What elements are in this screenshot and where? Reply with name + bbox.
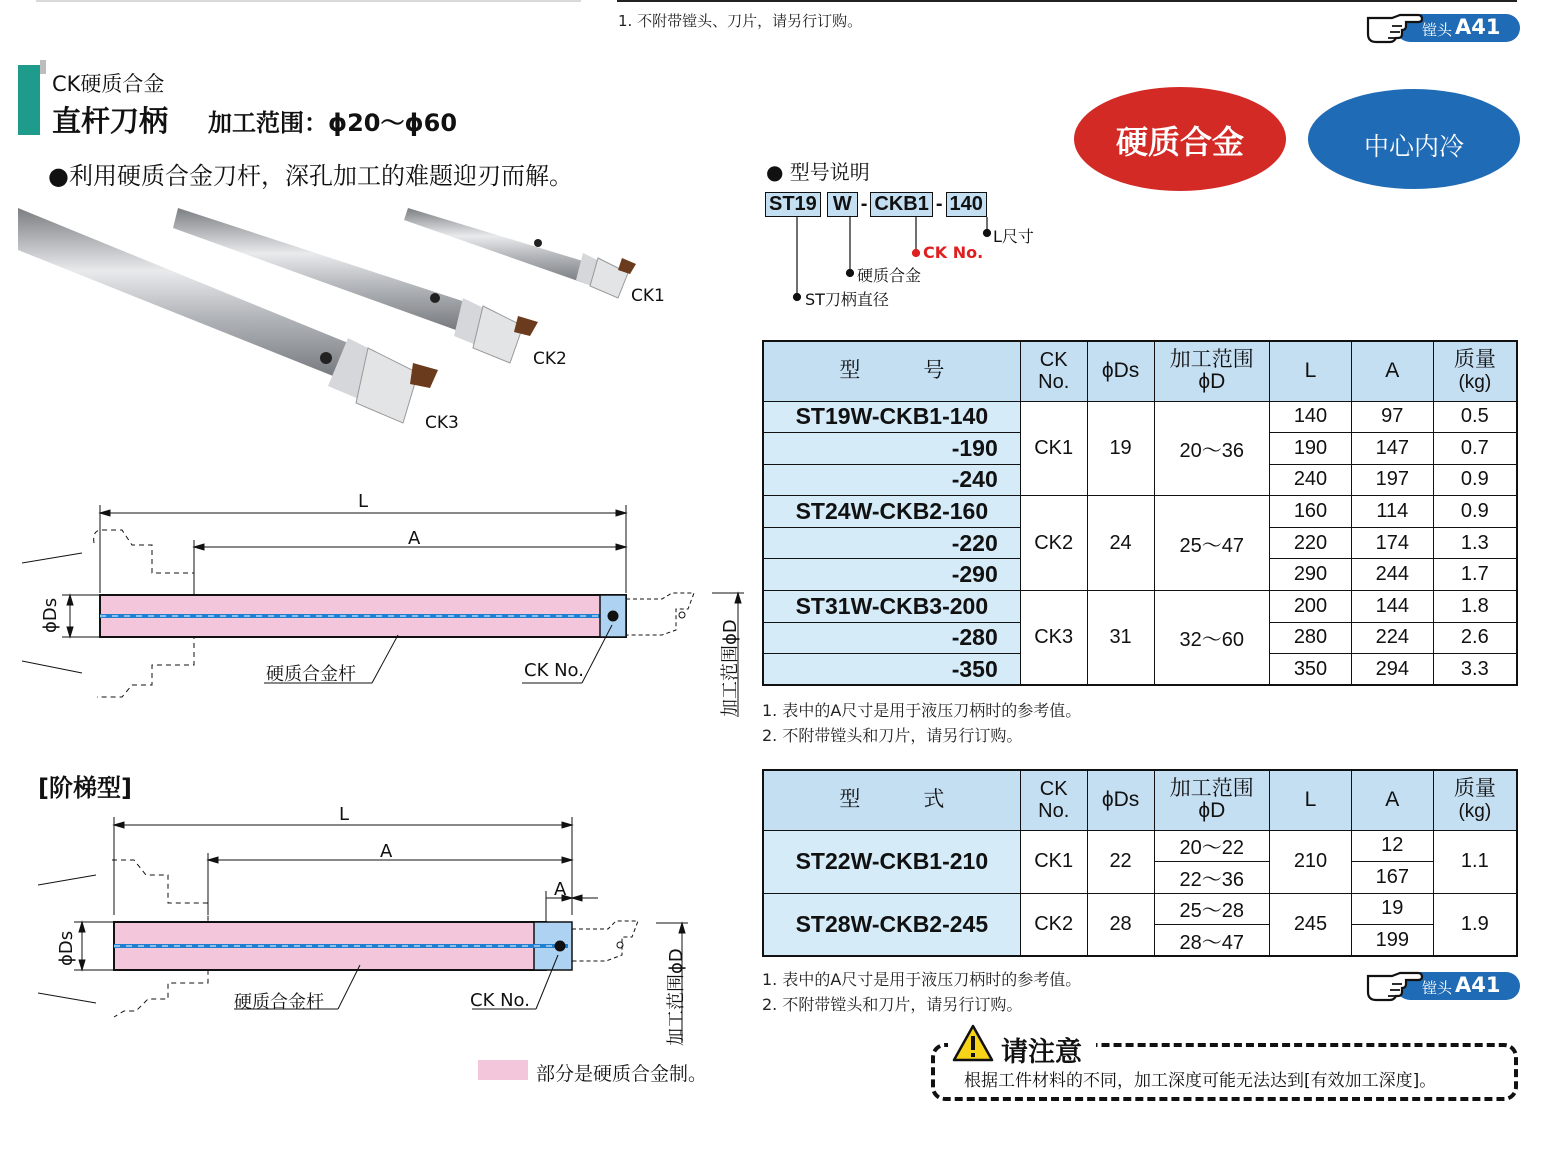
cell-ds: 31 bbox=[1087, 591, 1154, 686]
label-shank-straight: 硬质合金杆 bbox=[266, 664, 356, 685]
title-accent-bar bbox=[18, 65, 40, 135]
dim-L-straight: L bbox=[358, 491, 369, 512]
product-photo bbox=[18, 198, 678, 438]
pointing-hand-icon bbox=[1366, 12, 1426, 44]
cell-model: ST22W-CKB1-210 bbox=[763, 830, 1020, 893]
cell-ck: CK2 bbox=[1020, 893, 1087, 956]
cell-ck: CK2 bbox=[1020, 496, 1087, 591]
cell-kg: 1.8 bbox=[1433, 591, 1517, 623]
cell-range: 25～47 bbox=[1154, 496, 1270, 591]
ref-code: A41 bbox=[1455, 973, 1501, 997]
cell-A: 97 bbox=[1351, 401, 1433, 433]
cell-range: 20～22 bbox=[1154, 830, 1270, 862]
pointing-hand-icon bbox=[1366, 970, 1426, 1002]
cell-kg: 0.9 bbox=[1433, 496, 1517, 528]
legend-carbide: 硬质合金 bbox=[857, 266, 922, 285]
cell-model: -290 bbox=[763, 559, 1020, 591]
cell-L: 160 bbox=[1270, 496, 1352, 528]
label-ck-step: CK No. bbox=[470, 990, 530, 1011]
cell-L: 245 bbox=[1270, 893, 1352, 956]
cell-model: -220 bbox=[763, 527, 1020, 559]
carbide-legend-swatch bbox=[478, 1060, 528, 1080]
table-row bbox=[763, 830, 1517, 862]
legend-shank-dia: ST刀柄直径 bbox=[805, 290, 889, 309]
cell-L: 220 bbox=[1270, 527, 1352, 559]
cell-A: 147 bbox=[1351, 433, 1433, 465]
ref-badge-bottom[interactable] bbox=[1366, 970, 1520, 1000]
cell-kg: 0.7 bbox=[1433, 433, 1517, 465]
cell-model: -240 bbox=[763, 464, 1020, 496]
th2-A: A bbox=[1351, 770, 1433, 830]
table2-note-2: 2. 不附带镗头和刀片，请另行订购。 bbox=[762, 995, 1023, 1014]
series-name: CK硬质合金 bbox=[52, 72, 165, 96]
cell-model: -350 bbox=[763, 654, 1020, 686]
range-title: 加工范围：ϕ20～ϕ60 bbox=[208, 109, 458, 137]
dim-A-straight: A bbox=[408, 528, 421, 549]
cell-ck: CK3 bbox=[1020, 591, 1087, 686]
caution-text: 根据工件材料的不同，加工深度可能无法达到[有效加工深度]。 bbox=[964, 1071, 1437, 1091]
model-code-heading: ● 型号说明 bbox=[766, 160, 870, 184]
label-shank-step: 硬质合金杆 bbox=[234, 992, 324, 1013]
cell-ck: CK1 bbox=[1020, 401, 1087, 496]
table2-note-1: 1. 表中的A尺寸是用于液压刀柄时的参考值。 bbox=[762, 970, 1082, 989]
cell-kg: 1.3 bbox=[1433, 527, 1517, 559]
th-L: L bbox=[1270, 341, 1352, 401]
cell-A: 174 bbox=[1351, 527, 1433, 559]
page-title: 直杆刀柄 bbox=[52, 104, 169, 138]
cell-ds: 19 bbox=[1087, 401, 1154, 496]
cell-L: 280 bbox=[1270, 622, 1352, 654]
cell-kg: 1.9 bbox=[1433, 893, 1517, 956]
cell-L: 140 bbox=[1270, 401, 1352, 433]
cell-model: ST19W-CKB1-140 bbox=[763, 401, 1020, 433]
code-sep-1: - bbox=[860, 192, 868, 215]
table-row bbox=[763, 893, 1517, 925]
cell-L: 350 bbox=[1270, 654, 1352, 686]
dim-phiD-straight: 加工范围ϕD bbox=[720, 619, 741, 717]
ref-code: A41 bbox=[1455, 15, 1501, 39]
cell-range: 25～28 bbox=[1154, 893, 1270, 925]
cell-model: ST28W-CKB2-245 bbox=[763, 893, 1020, 956]
bar-ck1 bbox=[404, 208, 636, 298]
ref-badge-top[interactable] bbox=[1366, 12, 1520, 42]
dim-L-step: L bbox=[339, 804, 350, 825]
top-rule bbox=[617, 0, 1517, 2]
cell-A: 294 bbox=[1351, 654, 1433, 686]
dim-phiDs-step: ϕDs bbox=[56, 930, 77, 966]
cell-range: 32～60 bbox=[1154, 591, 1270, 686]
th-ds: ϕDs bbox=[1087, 341, 1154, 401]
cell-A: 144 bbox=[1351, 591, 1433, 623]
cell-L: 240 bbox=[1270, 464, 1352, 496]
top-note: 1. 不附带镗头、刀片，请另行订购。 bbox=[618, 12, 863, 30]
cell-A: 199 bbox=[1351, 925, 1433, 957]
title-accent-tab bbox=[40, 60, 46, 74]
cell-kg: 0.5 bbox=[1433, 401, 1517, 433]
cell-range: 20～36 bbox=[1154, 401, 1270, 496]
coolant-badge: 中心内冷 bbox=[1308, 89, 1520, 189]
cell-L: 290 bbox=[1270, 559, 1352, 591]
cell-A: 244 bbox=[1351, 559, 1433, 591]
th-kg: 质量 (kg) bbox=[1433, 341, 1517, 401]
th-range: 加工范围 ϕD bbox=[1154, 341, 1270, 401]
dim-A-small-step: A bbox=[554, 879, 567, 900]
cell-A: 197 bbox=[1351, 464, 1433, 496]
table-row bbox=[763, 591, 1517, 623]
cell-ck: CK1 bbox=[1020, 830, 1087, 893]
cell-ds: 24 bbox=[1087, 496, 1154, 591]
cell-model: -190 bbox=[763, 433, 1020, 465]
code-box-length: 140 bbox=[946, 192, 987, 217]
cell-range: 28～47 bbox=[1154, 925, 1270, 957]
cell-A: 12 bbox=[1351, 830, 1433, 862]
cell-kg: 2.6 bbox=[1433, 622, 1517, 654]
cell-kg: 1.1 bbox=[1433, 830, 1517, 893]
ref-label: 镗头 bbox=[1422, 979, 1453, 997]
code-sep-2: - bbox=[935, 192, 943, 215]
photo-label-ck1: CK1 bbox=[631, 286, 665, 306]
legend-ck-no: CK No. bbox=[923, 243, 984, 262]
th2-ds: ϕDs bbox=[1087, 770, 1154, 830]
cell-kg: 0.9 bbox=[1433, 464, 1517, 496]
carbide-legend-text: 部分是硬质合金制。 bbox=[536, 1063, 708, 1085]
cell-ds: 28 bbox=[1087, 893, 1154, 956]
cell-A: 224 bbox=[1351, 622, 1433, 654]
table-row bbox=[763, 496, 1517, 528]
cell-A: 167 bbox=[1351, 862, 1433, 894]
legend-length: L尺寸 bbox=[993, 227, 1034, 246]
cell-model: ST24W-CKB2-160 bbox=[763, 496, 1020, 528]
th2-L: L bbox=[1270, 770, 1352, 830]
th-model: 型 号 bbox=[763, 341, 1020, 401]
dim-phiD-step: 加工范围ϕD bbox=[666, 948, 687, 1046]
model-code-boxes bbox=[765, 191, 987, 217]
table1-note-2: 2. 不附带镗头和刀片，请另行订购。 bbox=[762, 726, 1023, 745]
step-heading: [阶梯型] bbox=[38, 774, 132, 802]
th-ck: CK No. bbox=[1020, 341, 1087, 401]
table1-note-1: 1. 表中的A尺寸是用于液压刀柄时的参考值。 bbox=[762, 701, 1082, 720]
cell-kg: 1.7 bbox=[1433, 559, 1517, 591]
cell-model: -280 bbox=[763, 622, 1020, 654]
dim-A-step: A bbox=[380, 841, 393, 862]
cell-range: 22～36 bbox=[1154, 862, 1270, 894]
code-box-shank: ST19 bbox=[765, 192, 821, 217]
dim-phiDs-straight: ϕDs bbox=[40, 597, 61, 633]
warning-icon bbox=[952, 1024, 994, 1062]
diagram-step bbox=[38, 805, 698, 1045]
th2-model: 型 式 bbox=[763, 770, 1020, 830]
th2-ck: CK No. bbox=[1020, 770, 1087, 830]
code-box-ck: CKB1 bbox=[870, 192, 932, 217]
caution-title: 请注意 bbox=[1001, 1037, 1082, 1068]
th2-range: 加工范围 ϕD bbox=[1154, 770, 1270, 830]
th-A: A bbox=[1351, 341, 1433, 401]
th2-kg: 质量 (kg) bbox=[1433, 770, 1517, 830]
spec-table-straight bbox=[762, 340, 1518, 686]
diagram-straight bbox=[22, 485, 752, 725]
material-badge: 硬质合金 bbox=[1074, 87, 1286, 191]
cell-L: 210 bbox=[1270, 830, 1352, 893]
code-box-material: W bbox=[827, 192, 858, 217]
cell-L: 190 bbox=[1270, 433, 1352, 465]
cell-kg: 3.3 bbox=[1433, 654, 1517, 686]
table-row bbox=[763, 401, 1517, 433]
cell-A: 19 bbox=[1351, 893, 1433, 925]
cell-L: 200 bbox=[1270, 591, 1352, 623]
ref-label: 镗头 bbox=[1422, 21, 1453, 39]
top-rule-left bbox=[36, 0, 581, 2]
cell-ds: 22 bbox=[1087, 830, 1154, 893]
photo-label-ck2: CK2 bbox=[533, 349, 567, 369]
label-ck-straight: CK No. bbox=[524, 660, 584, 681]
cell-model: ST31W-CKB3-200 bbox=[763, 591, 1020, 623]
photo-label-ck3: CK3 bbox=[425, 413, 459, 433]
spec-table-step bbox=[762, 769, 1518, 957]
cell-A: 114 bbox=[1351, 496, 1433, 528]
feature-text: ●利用硬质合金刀杆，深孔加工的难题迎刃而解。 bbox=[48, 162, 573, 190]
